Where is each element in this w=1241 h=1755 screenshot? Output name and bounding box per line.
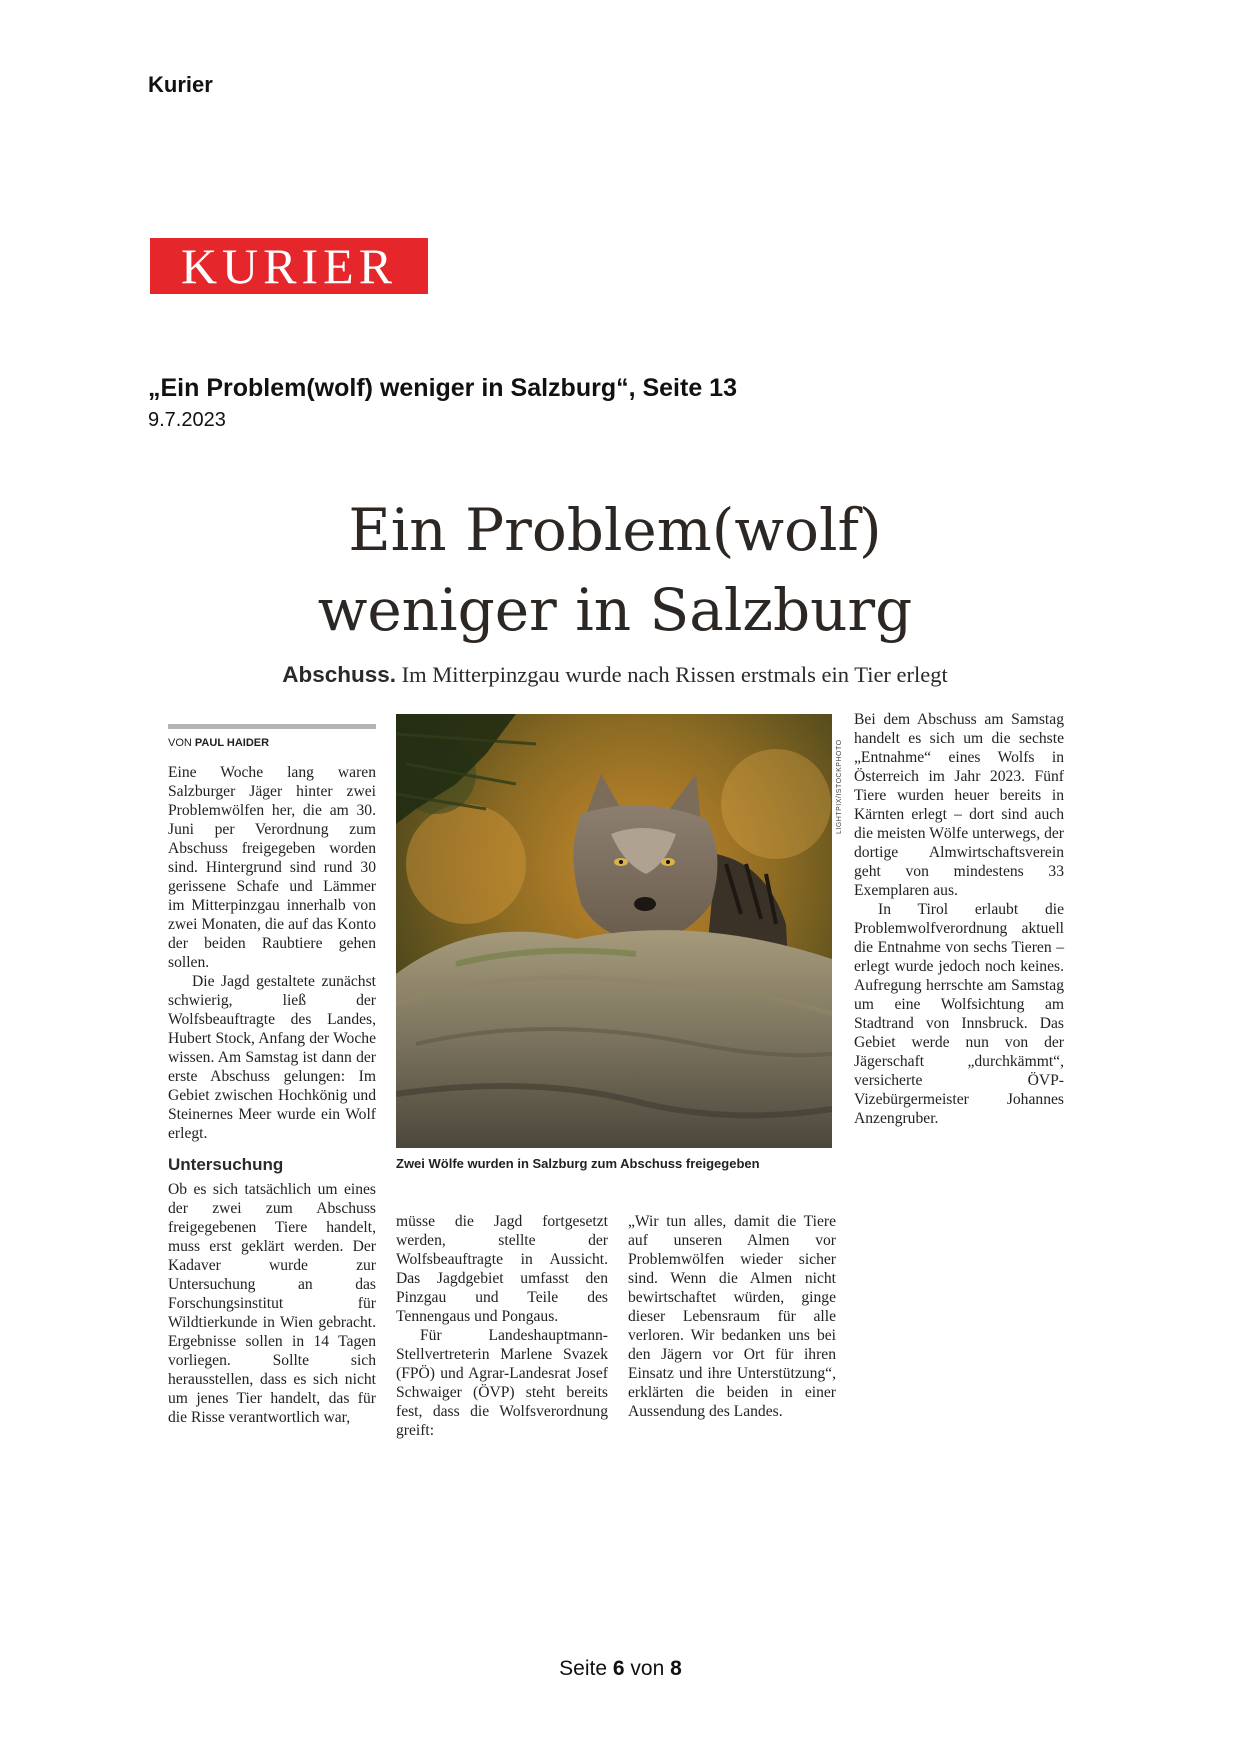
newspaper-clipping xyxy=(158,478,1072,1448)
photo-credit xyxy=(834,714,848,834)
article-column-4 xyxy=(854,710,1064,1128)
paragraph: In Tirol erlaubt die Problemwolfverordnung aktuell die Entnahme von sechs Tieren – erlegt wurde jedoch noch keines. Aufregung herrschte am Samstag um eine Wolfsichtung am Stadtrand von Innsbruck. Das Gebiet werde nun von der Jägerschaft „durchkämmt“, versicherte ÖVP-Vizebürgermeister Johannes Anzengruber. xyxy=(854,901,1064,1127)
paragraph: müsse die Jagd fortgesetzt werden, stellte der Wolfsbeauftragte in Aussicht. Das Jagdgebiet umfasst den Pinzgau und Teile des Tennengaus und Pongaus. xyxy=(396,1213,608,1325)
paragraph: Die Jagd gestaltete zunächst schwierig, ließ der Wolfsbeauftragte des Landes, Hubert Stock, Anfang der Woche wissen. Am Samstag ist dann der erste Abschuss gelungen: Im Gebiet zwischen Hochkönig und Steinernes Meer wurde ein Wolf erlegt. xyxy=(168,973,376,1142)
byline-prefix: VON xyxy=(168,737,192,749)
section-subheading: Untersuchung xyxy=(168,1155,284,1174)
paragraph: „Wir tun alles, damit die Tiere auf unseren Almen vor Problemwölfen wieder sicher sind. Wenn die Almen nicht bewirtschaftet würden, ginge dieser Lebensraum für alle verloren. Wir bedanken uns bei den Jägern vor Ort für ihren Einsatz und ihre Unterstützung“, erklärten die beiden in einer Aussendung des Landes. xyxy=(628,1213,836,1420)
photo-credit-text: LIGHTPIX/ISTOCKPHOTO xyxy=(836,739,843,834)
article-subhead xyxy=(158,662,1072,688)
footer-prefix: Seite xyxy=(559,1657,608,1680)
footer-middle: von xyxy=(630,1657,665,1680)
wolf-behind-rock-image xyxy=(396,714,832,1148)
byline-author: PAUL HAIDER xyxy=(194,737,270,749)
paragraph: Ob es sich tatsächlich um eines der zwei zum Abschuss freigegebenen Tiere handelt, muss erst geklärt werden. Der Kadaver wurde zur Untersuchung an das Forschungsinstitut für Wildtierkunde in Wien gebracht. Ergebnisse sollen in 14 Tagen vorliegen. Sollte sich herausstellen, dass es sich nicht um jenes Tier handelt, das für die Risse verantwortlich war, xyxy=(168,1181,376,1426)
article-column-3 xyxy=(628,1212,836,1421)
article-column-1 xyxy=(168,724,376,1427)
document-title: „Ein Problem(wolf) weniger in Salzburg“, Seite 13 xyxy=(148,374,737,402)
subhead-text: Im Mitterpinzgau wurde nach Rissen erstmals ein Tier erlegt xyxy=(401,662,948,687)
source-label: Kurier xyxy=(148,72,213,97)
article-column-2 xyxy=(396,1212,608,1440)
byline xyxy=(168,724,376,753)
wolf-photo xyxy=(396,714,832,1148)
kurier-logo: KURIER xyxy=(150,238,428,294)
paragraph: Bei dem Abschuss am Samstag handelt es sich um die sechste „Entnahme“ eines Wolfs in Österreich im Jahr 2023. Fünf Tiere wurden heuer bereits in Kärnten erlegt – dort sind auch die meisten Wölfe unterwegs, der dortige Almwirtschaftsverein geht von mindestens 33 Exemplaren aus. xyxy=(854,711,1064,899)
paragraph: Für Landeshauptmann-Stellvertreterin Marlene Svazek (FPÖ) und Agrar-Landesrat Josef Schwaiger (ÖVP) steht bereits fest, dass die Wolfsverordnung greift: xyxy=(396,1327,608,1439)
footer-page-number: 6 xyxy=(612,1657,625,1680)
footer-page-total: 8 xyxy=(670,1657,682,1680)
headline-line-2: weniger in Salzburg xyxy=(317,576,913,644)
subhead-lead: Abschuss. xyxy=(282,662,397,687)
article-headline xyxy=(158,490,1072,650)
headline-line-1: Ein Problem(wolf) xyxy=(348,496,882,564)
paragraph: Eine Woche lang waren Salzburger Jäger hinter zwei Problemwölfen her, die am 30. Juni per Verordnung zum Abschuss freigegeben worden sind. Hintergrund sind rund 30 gerissene Schafe und Lämmer im Mitterpinzgau innerhalb von zwei Monaten, die auf das Konto der beiden Raubtiere gehen sollen. xyxy=(168,764,376,971)
photo-caption: Zwei Wölfe wurden in Salzburg zum Abschuss freigegeben xyxy=(396,1156,760,1171)
document-date: 9.7.2023 xyxy=(148,409,226,431)
page-footer xyxy=(0,1657,1241,1681)
